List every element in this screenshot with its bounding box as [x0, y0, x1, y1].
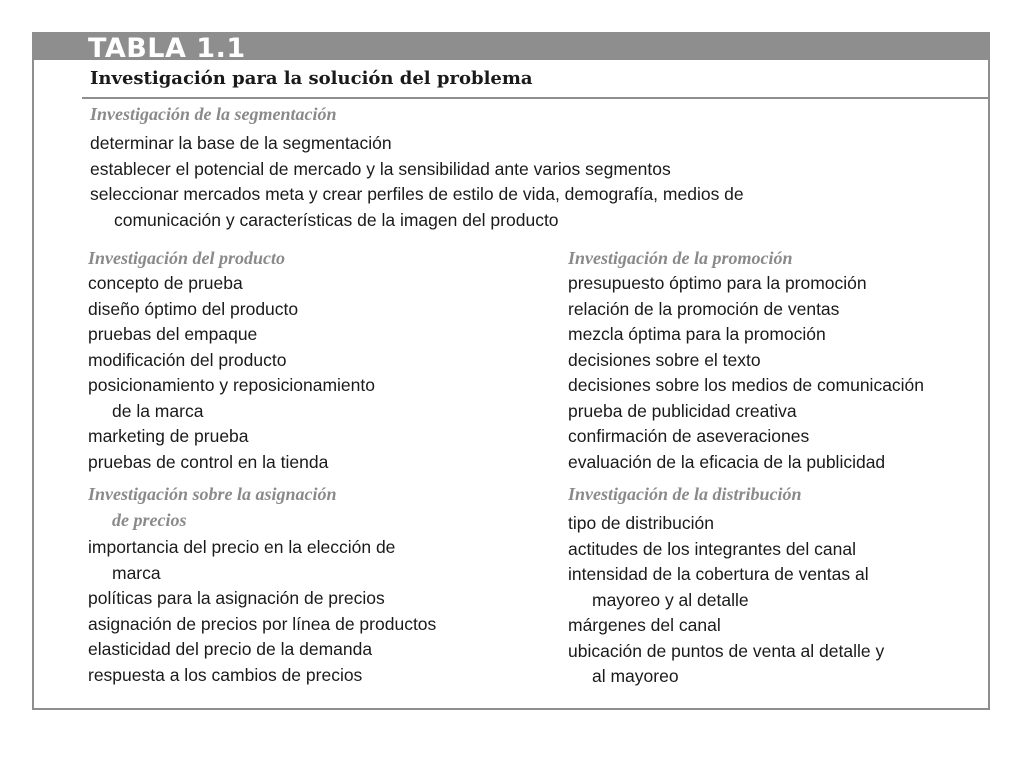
pricing-line: políticas para la asignación de precios — [88, 588, 385, 608]
promotion-line: prueba de publicidad creativa — [568, 400, 797, 421]
distribution-line: intensidad de la cobertura de ventas al — [568, 564, 869, 584]
product-line: pruebas de control en la tienda — [88, 451, 329, 472]
promotion-list — [568, 271, 924, 475]
distribution-list — [568, 511, 884, 690]
promotion-line: decisiones sobre los medios de comunicación — [568, 375, 925, 395]
product-heading: Investigación del producto — [88, 248, 285, 268]
segmentation-heading: Investigación de la segmentación — [90, 104, 337, 124]
pricing-line: asignación de precios por línea de productos — [88, 613, 437, 634]
pricing-list — [88, 535, 436, 688]
product-list — [88, 271, 375, 475]
product-line: concepto de prueba — [88, 273, 243, 293]
promotion-heading: Investigación de la promoción — [568, 248, 793, 268]
table-label-bar — [34, 33, 988, 64]
product-line: de la marca — [112, 400, 204, 421]
distribution-line: tipo de distribución — [568, 513, 714, 533]
pricing-line: importancia del precio en la elección de — [88, 537, 396, 557]
pricing-line: marca — [112, 562, 161, 583]
promotion-line: decisiones sobre el texto — [568, 349, 761, 370]
promotion-line: evaluación de la eficacia de la publicidad — [568, 451, 886, 472]
promotion-line: presupuesto óptimo para la promoción — [568, 273, 867, 293]
pricing-line: respuesta a los cambios de precios — [88, 664, 363, 685]
table-label: TABLA 1.1 — [88, 33, 246, 64]
promotion-line: mezcla óptima para la promoción — [568, 324, 826, 344]
distribution-line: ubicación de puntos de venta al detalle y — [568, 640, 885, 661]
segmentation-line: determinar la base de la segmentación — [90, 133, 392, 153]
title-divider — [82, 97, 988, 99]
product-line: posicionamiento y reposicionamiento — [88, 375, 375, 395]
distribution-line: actitudes de los integrantes del canal — [568, 538, 856, 559]
table-box — [32, 32, 990, 710]
pricing-heading: Investigación sobre la asignación — [88, 484, 337, 504]
promotion-line: relación de la promoción de ventas — [568, 298, 840, 319]
segmentation-line: seleccionar mercados meta y crear perfiles de estilo de vida, demografía, medios de — [90, 184, 744, 204]
product-line: modificación del producto — [88, 349, 287, 370]
table-title: Investigación para la solución del problema — [90, 68, 533, 89]
pricing-heading-cont: de precios — [112, 510, 187, 530]
pricing-line: elasticidad del precio de la demanda — [88, 639, 373, 659]
distribution-line: márgenes del canal — [568, 615, 721, 635]
segmentation-line: comunicación y características de la imagen del producto — [114, 209, 559, 230]
distribution-heading: Investigación de la distribución — [568, 484, 802, 504]
segmentation-list — [90, 131, 744, 233]
distribution-line: mayoreo y al detalle — [592, 589, 749, 610]
product-line: diseño óptimo del producto — [88, 298, 299, 319]
product-line: pruebas del empaque — [88, 324, 258, 344]
promotion-line: confirmación de aseveraciones — [568, 426, 810, 446]
distribution-line: al mayoreo — [592, 666, 679, 686]
product-line: marketing de prueba — [88, 426, 249, 446]
segmentation-line: establecer el potencial de mercado y la sensibilidad ante varios segmentos — [90, 158, 671, 179]
